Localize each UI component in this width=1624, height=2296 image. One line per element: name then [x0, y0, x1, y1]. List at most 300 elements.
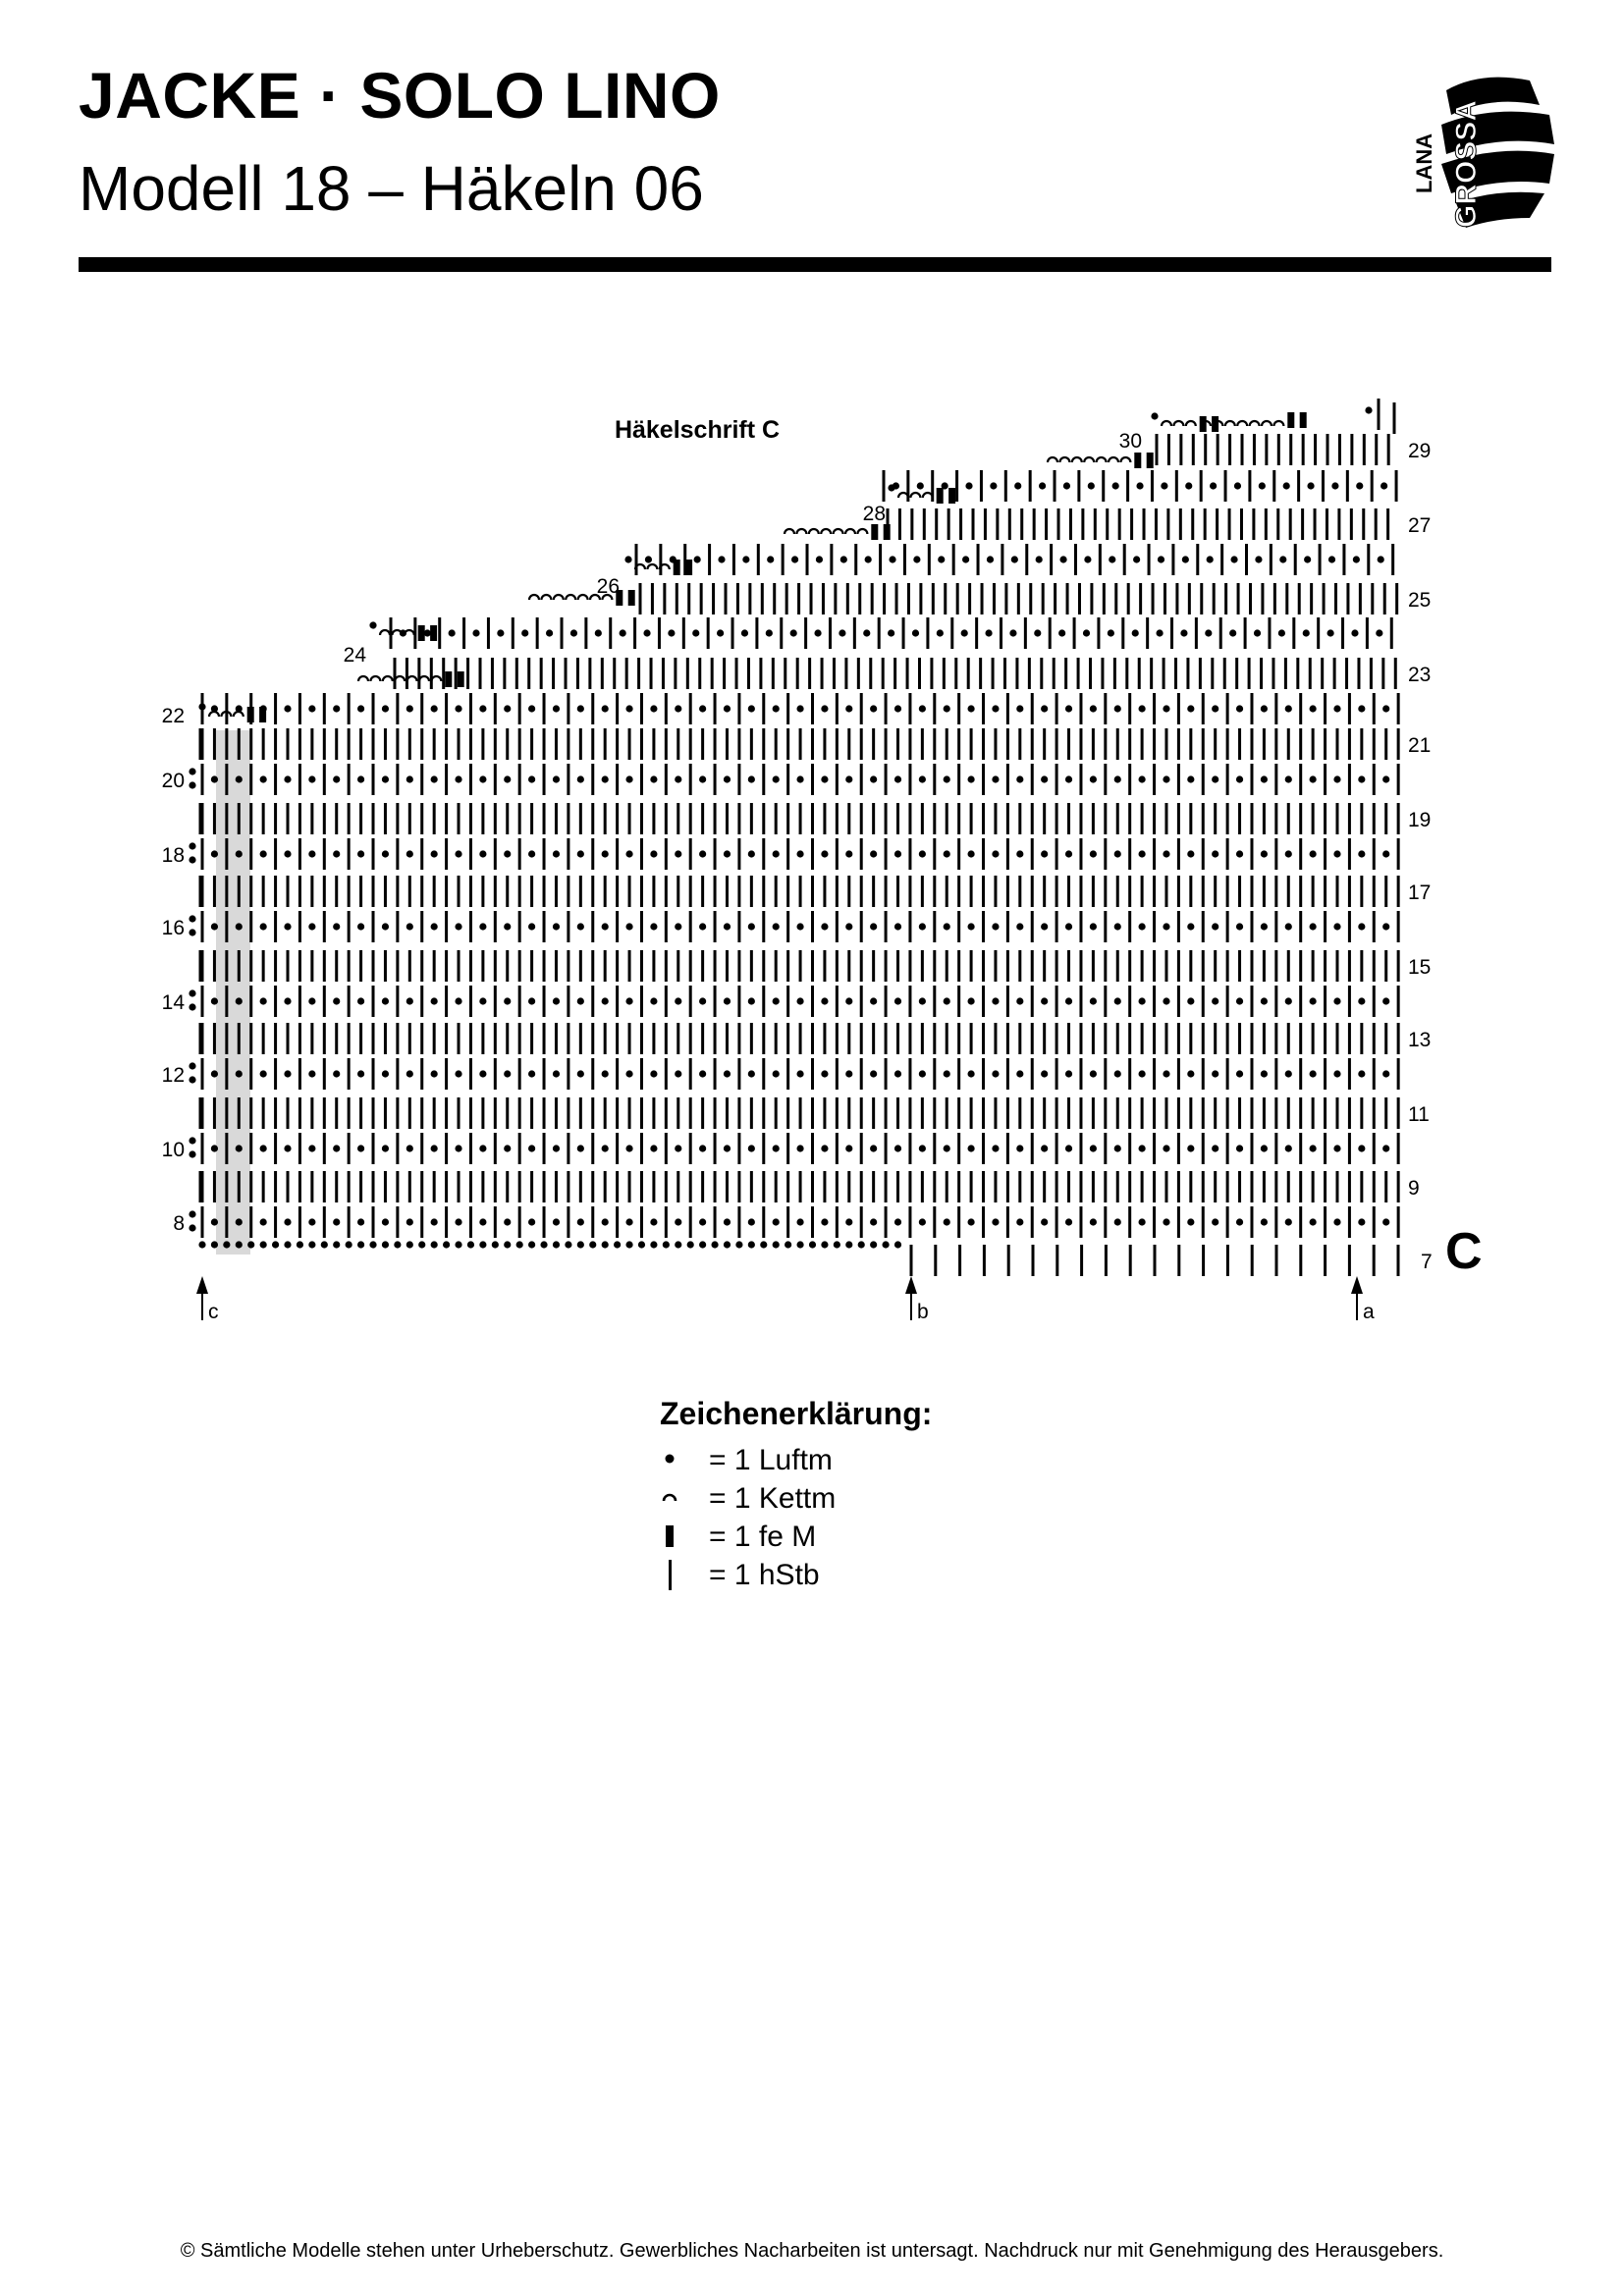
- luftm-symbol: [577, 1070, 584, 1077]
- luftm-symbol: [504, 923, 511, 930]
- luftm-symbol: [1378, 556, 1384, 562]
- luftm-symbol: [992, 850, 999, 857]
- kettm-symbol: [1237, 421, 1247, 426]
- hstb-symbol: [1299, 764, 1302, 795]
- luftm-symbol: [1382, 850, 1389, 857]
- hstb-symbol: [946, 803, 948, 834]
- hstb-symbol: [1153, 764, 1156, 795]
- kettm-symbol: [834, 529, 843, 534]
- luftm-symbol: [894, 923, 901, 930]
- hstb-symbol: [1148, 544, 1151, 575]
- hstb-symbol: [225, 693, 228, 724]
- luftm-symbol: [796, 1241, 803, 1248]
- hstb-symbol: [458, 950, 460, 982]
- luftm-symbol: [1285, 1218, 1292, 1225]
- hstb-symbol: [1056, 1206, 1058, 1238]
- hstb-symbol: [860, 1097, 863, 1129]
- hstb-symbol: [1335, 803, 1338, 834]
- hstb-symbol: [1004, 470, 1007, 502]
- left-row-label: 12: [161, 1064, 185, 1087]
- hstb-symbol: [1056, 1133, 1058, 1164]
- hstb-symbol: [298, 764, 301, 795]
- luftm-symbol: [189, 1137, 195, 1144]
- hstb-symbol: [420, 986, 423, 1017]
- hstb-symbol: [811, 1133, 814, 1164]
- hstb-symbol: [274, 950, 277, 982]
- hstb-symbol: [665, 950, 668, 982]
- luftm-symbol: [472, 629, 479, 636]
- hstb-symbol: [616, 1206, 619, 1238]
- hstb-symbol: [609, 617, 612, 649]
- hstb-symbol: [420, 950, 423, 982]
- luftm-symbol: [919, 1070, 926, 1077]
- hstb-symbol: [225, 950, 228, 982]
- luftm-symbol: [333, 1241, 340, 1248]
- hstb-symbol: [1214, 728, 1217, 760]
- luftm-symbol: [357, 850, 364, 857]
- hstb-symbol: [591, 803, 594, 834]
- hstb-symbol: [747, 658, 750, 689]
- hstb-symbol: [1373, 950, 1376, 982]
- luftm-symbol: [553, 1241, 560, 1248]
- hstb-symbol: [274, 1058, 277, 1090]
- luftm-symbol: [675, 997, 681, 1004]
- luftm-symbol: [748, 1218, 755, 1225]
- hstb-symbol: [1069, 508, 1072, 540]
- bar-icon: [660, 1518, 683, 1556]
- luftm-symbol: [1139, 1218, 1146, 1225]
- hstb-symbol: [1348, 803, 1351, 834]
- hstb-symbol: [750, 1171, 753, 1202]
- hstb-symbol: [225, 911, 228, 942]
- hstb-symbol: [591, 693, 594, 724]
- hstb-symbol: [458, 1097, 460, 1129]
- luftm-symbol: [1016, 997, 1023, 1004]
- hstb-symbol: [1213, 583, 1216, 614]
- copyright-footer: © Sämtliche Modelle stehen unter Urheberschutz. Gewerbliches Nacharbeiten ist untersagt. Nachdruck nur mit Genehmigung des Herausgebers.: [180, 2240, 1444, 2262]
- luftm-symbol: [1133, 556, 1140, 562]
- hstb-symbol: [1299, 693, 1302, 724]
- hstb-symbol: [1373, 693, 1376, 724]
- hstb-symbol: [640, 764, 643, 795]
- hstb-symbol: [1334, 583, 1337, 614]
- luftm-symbol: [602, 923, 609, 930]
- hstb-symbol: [737, 1097, 740, 1129]
- luftm-symbol: [1382, 775, 1389, 782]
- hstb-symbol: [567, 1171, 569, 1202]
- hstb-symbol: [714, 876, 717, 907]
- luftm-symbol: [944, 1218, 950, 1225]
- luftm-symbol: [1333, 923, 1340, 930]
- luftm-symbol: [967, 705, 974, 712]
- hstb-symbol: [494, 1171, 497, 1202]
- left-row-label: 8: [173, 1212, 185, 1235]
- hstb-symbol: [1089, 658, 1092, 689]
- hstb-symbol: [1299, 876, 1302, 907]
- hstb-symbol: [1345, 658, 1348, 689]
- hstb-symbol: [1174, 658, 1177, 689]
- hstb-symbol: [786, 1171, 789, 1202]
- hstb-symbol: [1099, 544, 1102, 575]
- luftm-symbol: [1307, 482, 1314, 489]
- hstb-symbol: [359, 1023, 362, 1054]
- hstb-symbol: [445, 728, 448, 760]
- hstb-symbol: [1073, 617, 1076, 649]
- hstb-symbol: [1153, 693, 1156, 724]
- luftm-symbol: [1187, 775, 1194, 782]
- hstb-symbol: [908, 986, 911, 1017]
- hstb-symbol: [799, 1023, 802, 1054]
- luftm-symbol: [1236, 997, 1243, 1004]
- luftm-symbol: [992, 1070, 999, 1077]
- luftm-symbol: [431, 1218, 438, 1225]
- hstb-symbol: [1141, 1023, 1144, 1054]
- luftm-symbol: [894, 775, 901, 782]
- hstb-symbol: [213, 876, 216, 907]
- hstb-symbol: [359, 1171, 362, 1202]
- left-row-label: 20: [161, 770, 185, 792]
- hstb-symbol: [726, 950, 729, 982]
- hstb-symbol: [506, 950, 509, 982]
- hstb-symbol: [249, 803, 252, 834]
- hstb-symbol: [1219, 617, 1222, 649]
- hstb-symbol: [1202, 803, 1205, 834]
- hstb-symbol: [518, 764, 521, 795]
- hstb-symbol: [298, 1097, 301, 1129]
- hstb-symbol: [957, 911, 960, 942]
- kettm-symbol: [380, 630, 390, 635]
- luftm-symbol: [1163, 775, 1169, 782]
- luftm-symbol: [528, 923, 535, 930]
- hstb-symbol: [1006, 876, 1009, 907]
- hstb-symbol: [298, 1023, 301, 1054]
- hstb-symbol: [543, 1133, 546, 1164]
- hstb-symbol: [616, 838, 619, 870]
- luftm-symbol: [1261, 997, 1268, 1004]
- hstb-symbol: [665, 1171, 668, 1202]
- hstb-symbol: [384, 876, 387, 907]
- hstb-symbol: [1079, 1097, 1082, 1129]
- hstb-symbol: [952, 544, 955, 575]
- hstb-symbol: [933, 950, 936, 982]
- hstb-symbol: [934, 1245, 937, 1276]
- hstb-symbol: [836, 1097, 839, 1129]
- hstb-symbol: [701, 1171, 704, 1202]
- luftm-symbol: [382, 775, 389, 782]
- hstb-symbol: [782, 544, 785, 575]
- hstb-symbol: [714, 728, 717, 760]
- hstb-symbol: [1314, 508, 1317, 540]
- hstb-symbol: [957, 693, 960, 724]
- hstb-symbol: [1202, 986, 1205, 1017]
- hstb-symbol: [433, 1171, 436, 1202]
- hstb-symbol: [1031, 950, 1034, 982]
- hstb-symbol: [775, 950, 778, 982]
- luftm-symbol: [1065, 1070, 1072, 1077]
- luftm-symbol: [1039, 482, 1046, 489]
- hstb-symbol: [725, 583, 728, 614]
- hstb-symbol: [923, 508, 926, 540]
- luftm-symbol: [845, 705, 852, 712]
- hstb-symbol: [298, 876, 301, 907]
- hstb-symbol: [1079, 728, 1082, 760]
- hstb-symbol: [885, 950, 888, 982]
- hstb-symbol: [249, 1133, 252, 1164]
- hstb-symbol: [1101, 658, 1104, 689]
- hstb-symbol: [652, 1097, 655, 1129]
- luftm-symbol: [919, 1218, 926, 1225]
- hstb-symbol: [982, 950, 985, 982]
- luftm-symbol: [321, 1241, 328, 1248]
- hstb-symbol: [1103, 583, 1106, 614]
- hstb-symbol: [1235, 658, 1238, 689]
- hstb-symbol: [1373, 876, 1376, 907]
- hstb-symbol: [225, 1058, 228, 1090]
- hstb-symbol: [1031, 693, 1034, 724]
- luftm-symbol: [1108, 629, 1114, 636]
- hstb-symbol: [1029, 583, 1032, 614]
- hstb-symbol: [1299, 803, 1302, 834]
- hstb-symbol: [982, 1206, 985, 1238]
- hstb-symbol: [1006, 1206, 1009, 1238]
- hstb-symbol: [762, 911, 765, 942]
- hstb-symbol: [1177, 728, 1180, 760]
- luftm-symbol: [504, 775, 511, 782]
- luftm-symbol: [796, 705, 803, 712]
- hstb-symbol: [1077, 658, 1080, 689]
- hstb-symbol: [1153, 803, 1156, 834]
- hstb-symbol: [1056, 1097, 1058, 1129]
- hstb-symbol: [348, 838, 351, 870]
- hstb-symbol: [1373, 1058, 1376, 1090]
- luftm-symbol: [406, 850, 413, 857]
- luftm-symbol: [870, 705, 877, 712]
- luftm-symbol: [992, 1218, 999, 1225]
- luftm-symbol: [528, 1145, 535, 1151]
- hstb-symbol: [1250, 803, 1253, 834]
- luftm-symbol: [211, 1145, 218, 1151]
- hstb-symbol: [1104, 1023, 1107, 1054]
- hstb-symbol: [1104, 728, 1107, 760]
- hstb-symbol: [640, 1206, 643, 1238]
- hstb-symbol: [1167, 434, 1170, 465]
- luftm-symbol: [1212, 1070, 1218, 1077]
- luftm-symbol: [717, 629, 724, 636]
- luftm-symbol: [699, 1241, 706, 1248]
- hstb-symbol: [1274, 1133, 1277, 1164]
- hstb-symbol: [591, 838, 594, 870]
- luftm-symbol: [260, 997, 267, 1004]
- hstb-symbol: [1179, 434, 1182, 465]
- luftm-symbol: [1212, 1218, 1218, 1225]
- hstb-symbol: [199, 728, 202, 760]
- hstb-symbol: [1324, 764, 1326, 795]
- hstb-symbol: [1056, 1023, 1058, 1054]
- hstb-symbol: [199, 1023, 202, 1054]
- hstb-symbol: [908, 728, 911, 760]
- luftm-symbol: [211, 775, 218, 782]
- hstb-symbol: [933, 986, 936, 1017]
- hstb-symbol: [943, 658, 946, 689]
- hstb-symbol: [310, 1097, 313, 1129]
- hstb-symbol: [579, 1023, 582, 1054]
- luftm-symbol: [1358, 1145, 1365, 1151]
- luftm-symbol: [546, 629, 553, 636]
- hstb-symbol: [238, 1097, 241, 1129]
- luftm-symbol: [516, 1241, 523, 1248]
- hstb-symbol: [469, 693, 472, 724]
- hstb-symbol: [908, 950, 911, 982]
- luftm-symbol: [699, 1070, 706, 1077]
- hstb-symbol: [1156, 434, 1159, 465]
- hstb-symbol: [689, 1058, 692, 1090]
- hstb-symbol: [919, 583, 922, 614]
- hstb-symbol: [1164, 876, 1167, 907]
- hstb-symbol: [970, 1023, 973, 1054]
- hstb-symbol: [287, 1023, 290, 1054]
- hstb-symbol: [420, 1171, 423, 1202]
- hstb-symbol: [201, 764, 204, 795]
- hstb-symbol: [885, 1133, 888, 1164]
- hstb-symbol: [982, 1058, 985, 1090]
- hstb-symbol: [926, 617, 929, 649]
- hstb-symbol: [567, 838, 569, 870]
- hstb-symbol: [1079, 764, 1082, 795]
- hstb-symbol: [1138, 658, 1141, 689]
- luftm-symbol: [284, 775, 291, 782]
- hstb-symbol: [518, 693, 521, 724]
- luftm-symbol: [1016, 1070, 1023, 1077]
- legend-item-kettm: [660, 1479, 932, 1518]
- hstb-symbol: [1397, 1171, 1400, 1202]
- luftm-symbol: [211, 997, 218, 1004]
- hstb-symbol: [823, 1023, 826, 1054]
- luftm-symbol: [1114, 850, 1121, 857]
- luftm-symbol: [1212, 997, 1218, 1004]
- hstb-symbol: [433, 876, 436, 907]
- hstb-symbol: [1226, 986, 1229, 1017]
- kettm-symbol: [647, 564, 657, 569]
- hstb-symbol: [786, 803, 789, 834]
- luftm-symbol: [357, 923, 364, 930]
- hstb-symbol: [652, 803, 655, 834]
- hstb-symbol: [1299, 1058, 1302, 1090]
- hstb-symbol: [469, 876, 472, 907]
- hstb-symbol: [811, 986, 814, 1017]
- hstb-symbol: [872, 1171, 875, 1202]
- hstb-symbol: [384, 728, 387, 760]
- hstb-symbol: [1018, 803, 1021, 834]
- hstb-symbol: [417, 658, 420, 689]
- luftm-symbol: [1382, 997, 1389, 1004]
- luftm-symbol: [467, 1241, 474, 1248]
- luftm-symbol: [211, 850, 218, 857]
- hstb-symbol: [591, 876, 594, 907]
- hstb-symbol: [1274, 728, 1277, 760]
- hstb-symbol: [1104, 803, 1107, 834]
- luftm-symbol: [1163, 850, 1169, 857]
- hstb-symbol: [274, 1133, 277, 1164]
- hstb-symbol: [737, 1023, 740, 1054]
- hstb-symbol: [628, 950, 631, 982]
- hstb-symbol: [1274, 693, 1277, 724]
- hstb-symbol: [628, 728, 631, 760]
- luftm-symbol: [1310, 1145, 1317, 1151]
- hstb-symbol: [1226, 950, 1229, 982]
- right-row-label: 17: [1408, 881, 1432, 904]
- chart-title: Häkelschrift C: [614, 416, 781, 444]
- luftm-symbol: [773, 923, 780, 930]
- hstb-symbol: [616, 803, 619, 834]
- hstb-symbol: [834, 583, 837, 614]
- hstb-symbol: [1056, 1245, 1058, 1276]
- hstb-symbol: [494, 911, 497, 942]
- hstb-symbol: [249, 838, 252, 870]
- hstb-symbol: [933, 911, 936, 942]
- luftm-symbol: [189, 915, 195, 922]
- hstb-symbol: [970, 1097, 973, 1129]
- hstb-symbol: [1348, 693, 1351, 724]
- hstb-symbol: [1116, 950, 1119, 982]
- fe-m-symbol: [685, 560, 692, 575]
- luftm-symbol: [1112, 482, 1119, 489]
- luftm-symbol: [773, 1241, 780, 1248]
- hstb-symbol: [481, 803, 484, 834]
- hstb-symbol: [761, 583, 764, 614]
- hstb-symbol: [883, 470, 886, 502]
- hstb-symbol: [1141, 1171, 1144, 1202]
- hstb-symbol: [518, 986, 521, 1017]
- hstb-symbol: [540, 658, 543, 689]
- hstb-symbol: [759, 658, 762, 689]
- hstb-symbol: [860, 911, 863, 942]
- marker-arrowhead-b: [905, 1276, 917, 1294]
- hstb-symbol: [982, 986, 985, 1017]
- hstb-symbol: [1031, 803, 1034, 834]
- hstb-symbol: [1321, 658, 1324, 689]
- hstb-symbol: [420, 764, 423, 795]
- hstb-symbol: [323, 950, 326, 982]
- hstb-symbol: [515, 658, 518, 689]
- hstb-symbol: [1204, 508, 1207, 540]
- hstb-symbol: [811, 764, 814, 795]
- hstb-symbol: [1031, 1058, 1034, 1090]
- hstb-symbol: [1397, 728, 1400, 760]
- hstb-symbol: [775, 1097, 778, 1129]
- hstb-symbol: [970, 1171, 973, 1202]
- hstb-symbol: [1164, 1171, 1167, 1202]
- hstb-symbol: [1153, 838, 1156, 870]
- hstb-symbol: [1274, 950, 1277, 982]
- hstb-symbol: [701, 876, 704, 907]
- hstb-symbol: [1348, 1171, 1351, 1202]
- hstb-symbol: [1373, 1097, 1376, 1129]
- hstb-symbol: [552, 658, 555, 689]
- legend-label: = 1 fe M: [709, 1521, 817, 1553]
- luftm-symbol: [814, 629, 821, 636]
- hstb-symbol: [750, 876, 753, 907]
- luftm-symbol: [992, 997, 999, 1004]
- luftm-symbol: [1065, 1145, 1072, 1151]
- hstb-symbol: [335, 876, 338, 907]
- hstb-symbol: [469, 1058, 472, 1090]
- hstb-symbol: [1276, 508, 1279, 540]
- hstb-symbol: [1199, 658, 1202, 689]
- luftm-symbol: [553, 923, 560, 930]
- luftm-symbol: [742, 556, 749, 562]
- luftm-symbol: [1259, 482, 1266, 489]
- hstb-symbol: [1397, 876, 1400, 907]
